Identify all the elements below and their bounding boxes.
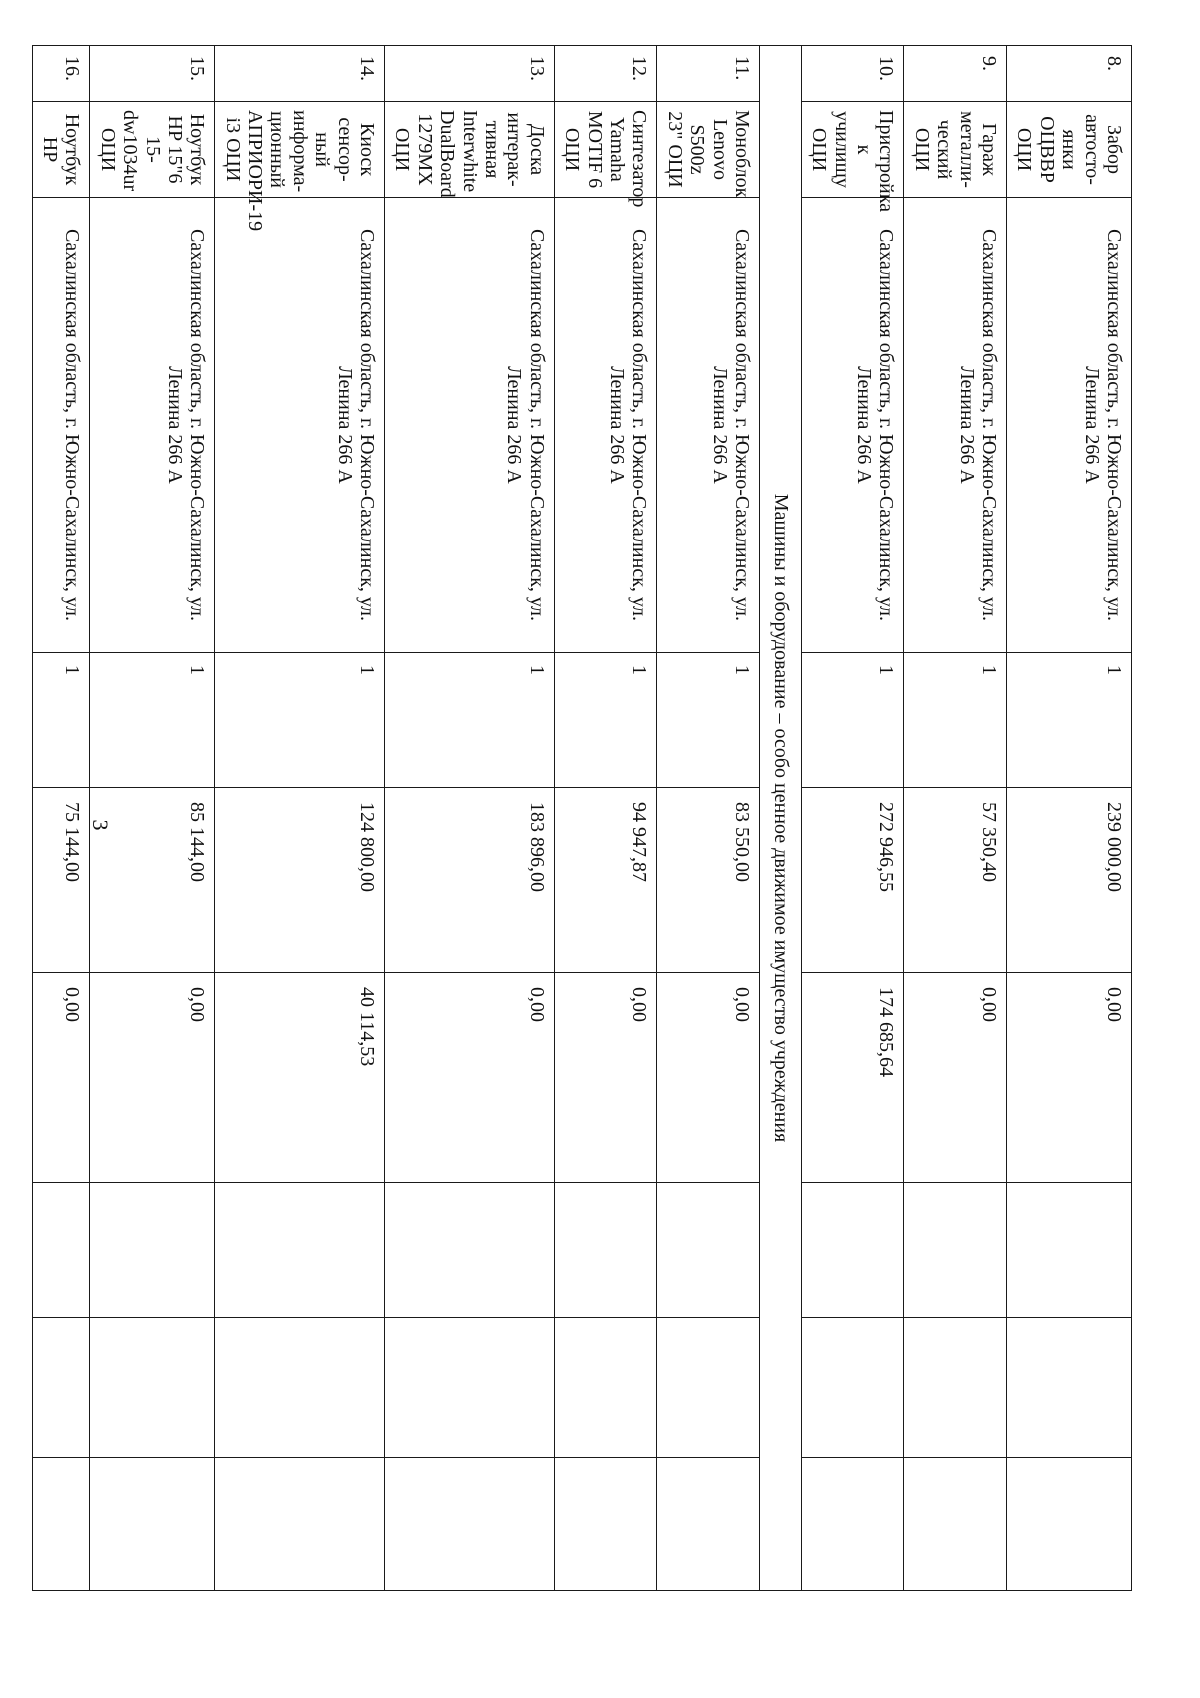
empty-cell <box>801 1318 904 1458</box>
item-quantity: 1 <box>385 653 555 788</box>
row-number: 9. <box>904 46 1007 102</box>
item-balance-value: 83 550,00 <box>657 788 760 973</box>
item-balance-value: 75 144,00 <box>32 788 90 973</box>
row-number: 10. <box>801 46 904 102</box>
item-residual-value: 0,00 <box>32 973 90 1183</box>
empty-cell <box>32 1318 90 1458</box>
empty-cell <box>32 1183 90 1318</box>
empty-cell <box>554 1458 657 1591</box>
section-heading: Машины и оборудование – особо ценное движимое имущество учреждения <box>759 46 801 1591</box>
item-residual-value: 0,00 <box>657 973 760 1183</box>
page-number: 3 <box>88 819 113 831</box>
item-balance-value: 272 946,55 <box>801 788 904 973</box>
empty-cell <box>385 1318 555 1458</box>
item-address: Сахалинская область, г. Южно-Сахалинск, ул. <box>32 198 90 653</box>
empty-cell <box>90 1458 215 1591</box>
empty-cell <box>554 1318 657 1458</box>
row-number: 15. <box>90 46 215 102</box>
empty-cell <box>657 1458 760 1591</box>
item-address: Сахалинская область, г. Южно-Сахалинск, ул. Ленина 266 А <box>385 198 555 653</box>
item-residual-value: 174 685,64 <box>801 973 904 1183</box>
item-address: Сахалинская область, г. Южно-Сахалинск, ул. Ленина 266 А <box>554 198 657 653</box>
item-residual-value: 40 114,53 <box>215 973 385 1183</box>
item-address: Сахалинская область, г. Южно-Сахалинск, ул. Ленина 266 А <box>1007 198 1132 653</box>
property-table-wrapper <box>38 45 1132 1590</box>
empty-cell <box>801 1183 904 1318</box>
row-number: 13. <box>385 46 555 102</box>
row-number: 14. <box>215 46 385 102</box>
item-balance-value: 57 350,40 <box>904 788 1007 973</box>
item-balance-value: 183 896,00 <box>385 788 555 973</box>
table-row <box>904 46 1007 1591</box>
item-quantity: 1 <box>1007 653 1132 788</box>
row-number: 12. <box>554 46 657 102</box>
empty-cell <box>90 1318 215 1458</box>
empty-cell <box>1007 1183 1132 1318</box>
item-balance-value: 94 947,87 <box>554 788 657 973</box>
empty-cell <box>904 1458 1007 1591</box>
item-name: Пристройка к училищу ОЦИ <box>801 102 904 198</box>
item-quantity: 1 <box>801 653 904 788</box>
item-name: Гараж металли-ческий ОЦИ <box>904 102 1007 198</box>
empty-cell <box>657 1318 760 1458</box>
item-address: Сахалинская область, г. Южно-Сахалинск, ул. Ленина 266 А <box>90 198 215 653</box>
row-number: 11. <box>657 46 760 102</box>
row-number: 8. <box>1007 46 1132 102</box>
item-balance-value: 239 000,00 <box>1007 788 1132 973</box>
item-residual-value: 0,00 <box>90 973 215 1183</box>
item-quantity: 1 <box>904 653 1007 788</box>
item-address: Сахалинская область, г. Южно-Сахалинск, ул. Ленина 266 А <box>801 198 904 653</box>
item-balance-value: 124 800,00 <box>215 788 385 973</box>
item-residual-value: 0,00 <box>904 973 1007 1183</box>
item-residual-value: 0,00 <box>1007 973 1132 1183</box>
empty-cell <box>657 1183 760 1318</box>
item-address: Сахалинская область, г. Южно-Сахалинск, ул. Ленина 266 А <box>215 198 385 653</box>
empty-cell <box>90 1183 215 1318</box>
empty-cell <box>904 1183 1007 1318</box>
item-quantity: 1 <box>90 653 215 788</box>
row-number: 16. <box>32 46 90 102</box>
item-residual-value: 0,00 <box>554 973 657 1183</box>
empty-cell <box>32 1458 90 1591</box>
empty-cell <box>385 1458 555 1591</box>
empty-cell <box>1007 1458 1132 1591</box>
empty-cell <box>554 1183 657 1318</box>
section-row <box>759 46 801 1591</box>
item-name: Киоск сенсор-ный информа-ционный АПРИОРИ-19 i3 ОЦИ <box>215 102 385 198</box>
item-name: Доска интерак-тивная Interwhite DualBoard 1279MX ОЦИ <box>385 102 555 198</box>
empty-cell <box>801 1458 904 1591</box>
empty-cell <box>904 1318 1007 1458</box>
table-row <box>801 46 904 1591</box>
item-name: Ноутбук HP 15"6 15-dw1034ur ОЦИ <box>90 102 215 198</box>
item-name: Ноутбук HP <box>32 102 90 198</box>
item-quantity: 1 <box>215 653 385 788</box>
empty-cell <box>215 1183 385 1318</box>
table-row <box>1007 46 1132 1591</box>
table-row <box>657 46 760 1591</box>
item-quantity: 1 <box>657 653 760 788</box>
table-row <box>554 46 657 1591</box>
item-name: Синтезатор Yamaha MOTIF 6 ОЦИ <box>554 102 657 198</box>
empty-cell <box>215 1458 385 1591</box>
item-balance-value: 85 144,00 <box>90 788 215 973</box>
table-row <box>385 46 555 1591</box>
item-quantity: 1 <box>32 653 90 788</box>
empty-cell <box>215 1318 385 1458</box>
empty-cell <box>1007 1318 1132 1458</box>
item-quantity: 1 <box>554 653 657 788</box>
table-row <box>90 46 215 1591</box>
item-name: Забор автосто-янки ОЦВВР ОЦИ <box>1007 102 1132 198</box>
item-address: Сахалинская область, г. Южно-Сахалинск, ул. Ленина 266 А <box>904 198 1007 653</box>
item-address: Сахалинская область, г. Южно-Сахалинск, ул. Ленина 266 А <box>657 198 760 653</box>
table-row <box>215 46 385 1591</box>
empty-cell <box>385 1183 555 1318</box>
item-name: Моноблок Lenovo S500z 23" ОЦИ <box>657 102 760 198</box>
table-row <box>32 46 90 1591</box>
item-residual-value: 0,00 <box>385 973 555 1183</box>
property-table <box>32 45 1132 1591</box>
